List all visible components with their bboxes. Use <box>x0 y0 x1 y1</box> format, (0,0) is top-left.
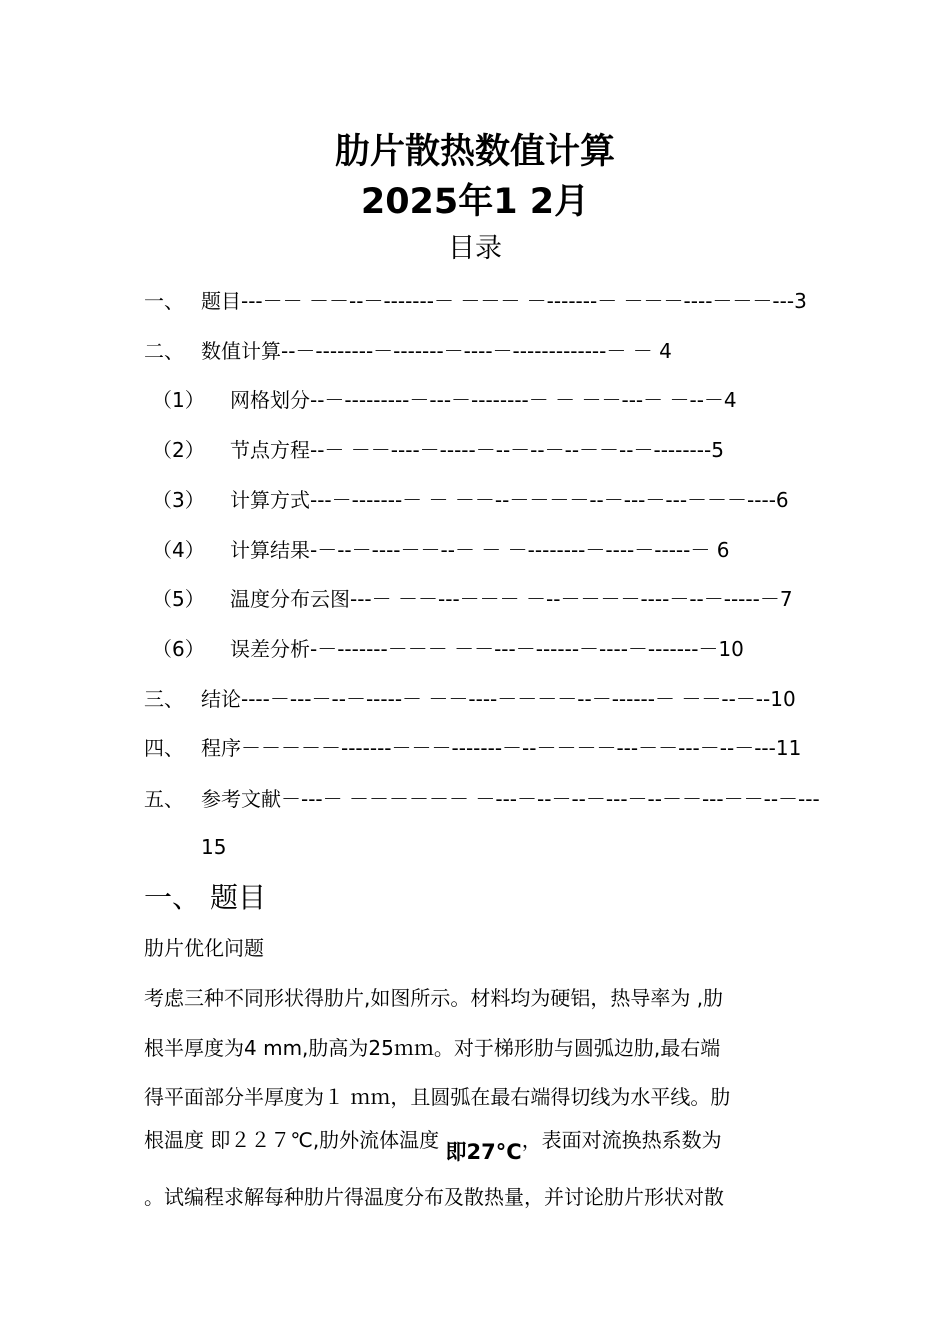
toc-entry-number: （4） <box>152 538 205 562</box>
toc-entry-text: 误差分析-－-------－－－ －－---－------－----－-------－10 <box>230 637 744 661</box>
toc-entry-number: 一、 <box>144 289 184 313</box>
toc-entry-text: 计算方式---－-------－ － －－--－－－－--－---－---－－－----6 <box>230 488 789 512</box>
formula-image: 即27°C <box>445 1140 522 1164</box>
toc-entry-number: （6） <box>152 637 205 661</box>
paragraph-line <box>144 1126 722 1164</box>
section-subtitle: 肋片优化问题 <box>144 936 264 960</box>
toc-entry-text: 结论----－---－--－-----－ －－----－－－－--－------－ －－--－--10 <box>201 687 796 711</box>
paragraph-line: 根半厚度为4 mm,肋高为25ｍｍ。对于梯形肋与圆弧边肋,最右端 <box>144 1036 721 1060</box>
toc-entry-number: （3） <box>152 488 205 512</box>
toc-entry-number: 三、 <box>144 687 184 711</box>
paragraph-line: 考虑三种不同形状得肋片,如图所示。材料均为硬铝，热导率为 ,肋 <box>144 986 724 1010</box>
toc-entry-number: （1） <box>152 388 205 412</box>
document-date: 2025年1 2月 <box>360 182 590 222</box>
toc-entry-number: 四、 <box>144 736 184 760</box>
paragraph-text: ，表面对流换热系数为 <box>521 1128 722 1152</box>
toc-entry-text: 温度分布云图---－ －－---－－－ －--－－－－----－--－-----－7 <box>230 587 793 611</box>
toc-entry-text: 计算结果-－--－----－－--－ － －--------－----－-----－ 6 <box>230 538 730 562</box>
toc-entry-text: 数值计算--－--------－-------－----－-------------－ － 4 <box>201 339 672 363</box>
section-heading <box>144 880 267 916</box>
toc-entry-number: （2） <box>152 438 205 462</box>
toc-heading: 目录 <box>448 233 502 264</box>
toc-entry-text: 程序－－－－－-------－－－-------－--－－－－---－－---－--－---11 <box>201 736 802 760</box>
toc-entry-number: （5） <box>152 587 205 611</box>
toc-entry-text: 网格划分--－---------－---－--------－ － －－---－ －--－4 <box>230 388 737 412</box>
toc-entry-references-page: 15 <box>201 835 227 859</box>
toc-entry-text: 参考文献－---－ －－－－－－ －---－--－--－---－--－－---－－--－--- <box>201 787 820 811</box>
toc-entry-text: 节点方程--－ －－----－-----－--－--－--－－--－--------5 <box>230 438 724 462</box>
paragraph-line: 。试编程求解每种肋片得温度分布及散热量，并讨论肋片形状对散 <box>144 1185 724 1209</box>
paragraph-text: 根温度 即２２７℃,肋外流体温度 <box>144 1128 446 1152</box>
document-title: 肋片散热数值计算 <box>334 132 615 172</box>
paragraph-line: 得平面部分半厚度为１ ｍｍ，且圆弧在最右端得切线为水平线。肋 <box>144 1085 731 1109</box>
toc-entry-number: 二、 <box>144 339 184 363</box>
section-number: 一、 <box>144 881 201 914</box>
toc-entry-text: 题目---－－ －－--－-------－ －－－ －-------－ －－－----－－－---3 <box>201 289 807 313</box>
section-title: 题目 <box>210 881 267 914</box>
toc-entry-number: 五、 <box>144 787 184 811</box>
